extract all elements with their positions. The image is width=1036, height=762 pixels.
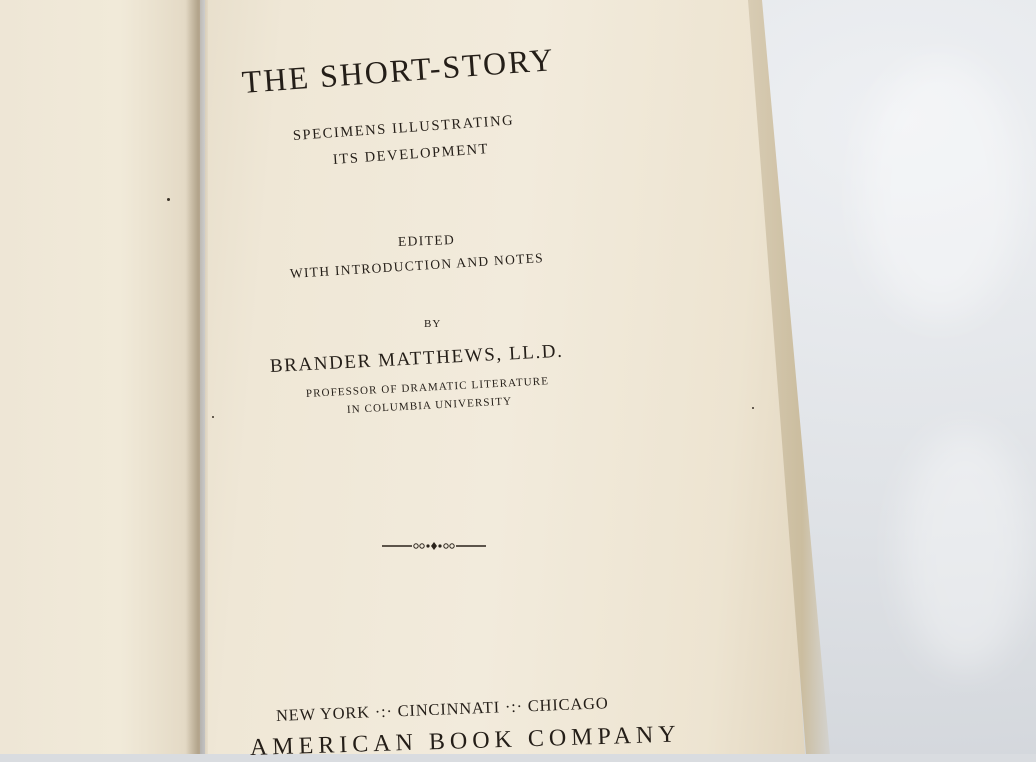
publisher-name: AMERICAN BOOK COMPANY — [249, 721, 682, 761]
edited-label: EDITED — [397, 232, 456, 249]
cloth-fold — [860, 60, 1020, 320]
subtitle-line-2: ITS DEVELOPMENT — [332, 141, 490, 168]
author-name: BRANDER MATTHEWS, LL.D. — [269, 340, 564, 377]
paper-speck — [167, 198, 170, 201]
ornament-divider — [382, 538, 486, 554]
author-role-line-1: PROFESSOR OF DRAMATIC LITERATURE — [305, 375, 550, 400]
left-page — [0, 0, 200, 754]
paper-speck — [212, 416, 214, 418]
introduction-label: WITH INTRODUCTION AND NOTES — [289, 250, 545, 281]
paper-speck — [752, 407, 754, 409]
by-label: BY — [424, 318, 442, 330]
publisher-cities: NEW YORK ·:· CINCINNATI ·:· CHICAGO — [275, 693, 609, 725]
subtitle-line-1: SPECIMENS ILLUSTRATING — [292, 112, 515, 144]
book-gutter — [186, 0, 208, 754]
author-role-line-2: IN COLUMBIA UNIVERSITY — [346, 395, 513, 416]
book-title: THE SHORT-STORY — [240, 41, 556, 100]
cloth-fold — [900, 430, 1030, 670]
